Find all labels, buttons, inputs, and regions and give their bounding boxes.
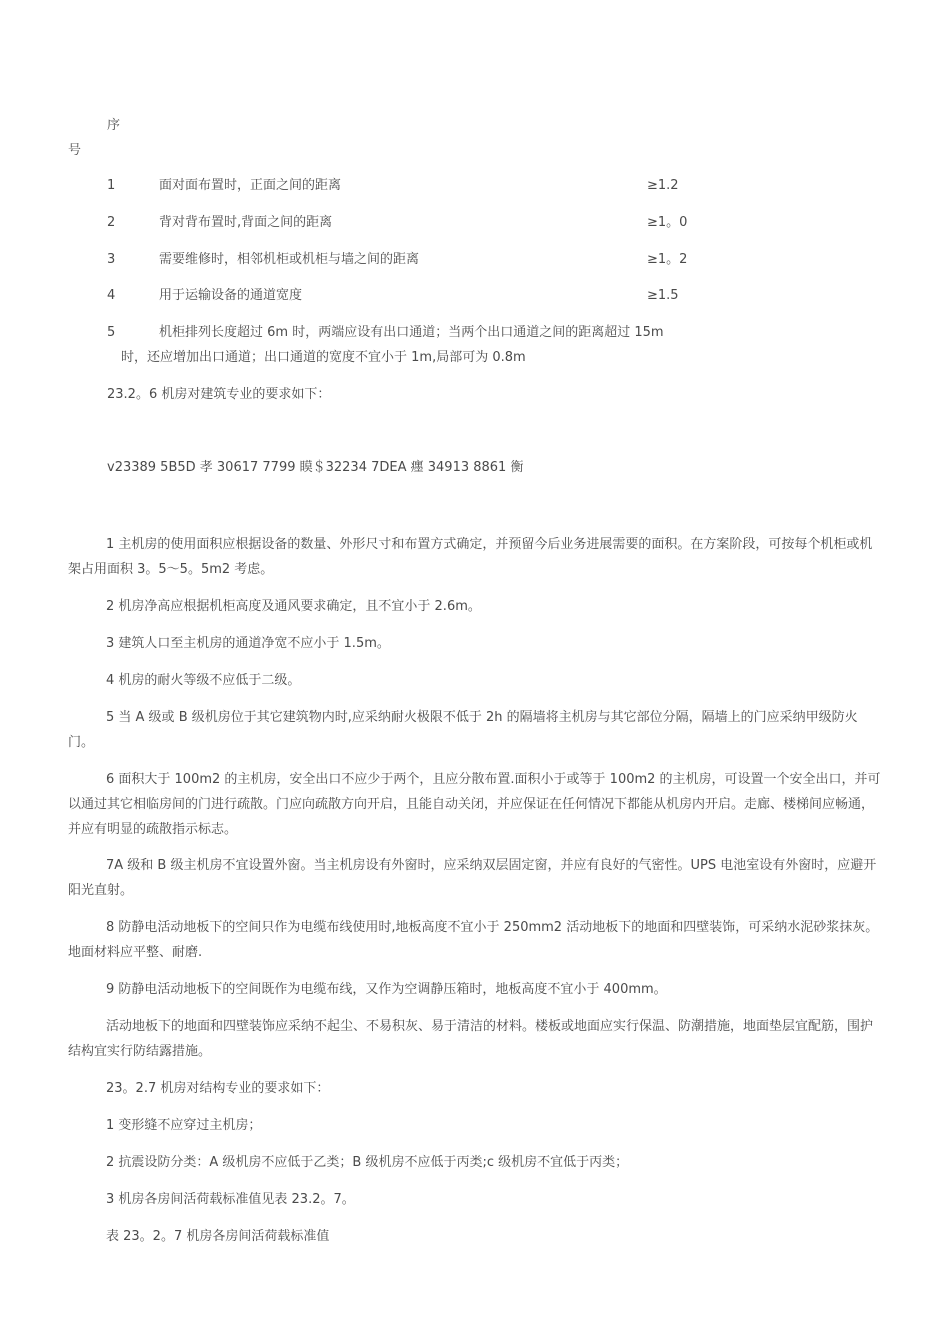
row-number: 1 (107, 178, 116, 193)
row-number: 2 (107, 215, 116, 230)
paragraph-fire-rating: 4 机房的耐火等级不应低于二级。 (106, 673, 301, 688)
paragraph-exits: 6 面积大于 100m2 的主机房，安全出口不应少于两个，且应分散布置.面积小于或等于 100m2 的主机房，可设置一个安全出口，并可以通过其它相临房间的门进行疏散。门应向疏散方向开启，且能自动关闭，并应保证在任何情况下都能从机房内开启。走廊、楼梯间应畅通，并应有明显的疏散指示标志。 (68, 772, 881, 837)
row-description: 需要维修时，相邻机柜或机柜与墙之间的距离 (159, 252, 420, 267)
row-value: ≥1。2 (647, 252, 688, 267)
section-heading-structure: 23。2.7 机房对结构专业的要求如下： (106, 1081, 330, 1096)
row-description: 背对背布置时,背面之间的距离 (159, 215, 333, 230)
row-number: 5 (107, 325, 116, 340)
table-caption: 表 23。2。7 机房各房间活荷载标准值 (106, 1229, 330, 1244)
row-description: 用于运输设备的通道宽度 (159, 288, 303, 303)
paragraph-partition: 5 当 A 级或 B 级机房位于其它建筑物内时,应采纳耐火极限不低于 2h 的隔墙将主机房与其它部位分隔，隔墙上的门应采纳甲级防火门。 (68, 710, 858, 750)
row-number: 3 (107, 252, 116, 267)
paragraph-floor-materials: 活动地板下的地面和四壁装饰应采纳不起尘、不易积灰、易于清洁的材料。楼板或地面应实行保温、防潮措施，地面垫层宜配筋，围护结构宜实行防结露措施。 (68, 1019, 874, 1059)
table-header-num-char: 号 (68, 143, 82, 158)
paragraph-entrance: 3 建筑人口至主机房的通道净宽不应小于 1.5m。 (106, 636, 390, 651)
row-value: ≥1.5 (647, 288, 679, 303)
paragraph-windows: 7A 级和 B 级主机房不宜设置外窗。当主机房设有外窗时，应采纳双层固定窗，并应有良好的气密性。UPS 电池室设有外窗时，应避开阳光直射。 (68, 858, 877, 898)
row-description-line1: 机柜排列长度超过 6m 时，两端应设有出口通道；当两个出口通道之间的距离超过 15m (159, 325, 664, 340)
row-value: ≥1.2 (647, 178, 679, 193)
paragraph-height: 2 机房净高应根据机柜高度及通风要求确定，且不宜小于 2.6m。 (106, 599, 481, 614)
paragraph-expansion-joint: 1 变形缝不应穿过主机房； (106, 1118, 262, 1133)
row-description: 面对面布置时，正面之间的距离 (159, 178, 342, 193)
row-number: 4 (107, 288, 116, 303)
table-header-seq-char: 序 (107, 118, 121, 133)
paragraph-live-load: 3 机房各房间活荷载标准值见表 23.2。7。 (106, 1192, 355, 1207)
paragraph-seismic: 2 抗震设防分类：A 级机房不应低于乙类；B 级机房不应低于丙类;c 级机房不宜低于丙类； (106, 1155, 629, 1170)
row-value: ≥1。0 (647, 215, 688, 230)
paragraph-area: 1 主机房的使用面积应根据设备的数量、外形尺寸和布置方式确定，并预留今后业务进展需要的面积。在方案阶段，可按每个机柜或机架占用面积 3。5～5。5m2 考虑。 (68, 537, 873, 577)
paragraph-floor-cabling: 8 防静电活动地板下的空间只作为电缆布线使用时,地板高度不宜小于 250mm2 活动地板下的地面和四壁装饰，可采纳水泥砂浆抹灰。地面材料应平整、耐磨. (68, 920, 879, 960)
row-description-line2: 时，还应增加出口通道；出口通道的宽度不宜小于 1m,局部可为 0.8m (121, 350, 526, 365)
section-heading-architecture: 23.2。6 机房对建筑专业的要求如下： (107, 387, 331, 402)
garbled-code-line: v23389 5B5D 孝 30617 7799 瞙＄32234 7DEA 癦 34913 8861 衡 (107, 460, 524, 475)
paragraph-floor-plenum: 9 防静电活动地板下的空间既作为电缆布线，又作为空调静压箱时，地板高度不宜小于 400mm。 (106, 982, 667, 997)
